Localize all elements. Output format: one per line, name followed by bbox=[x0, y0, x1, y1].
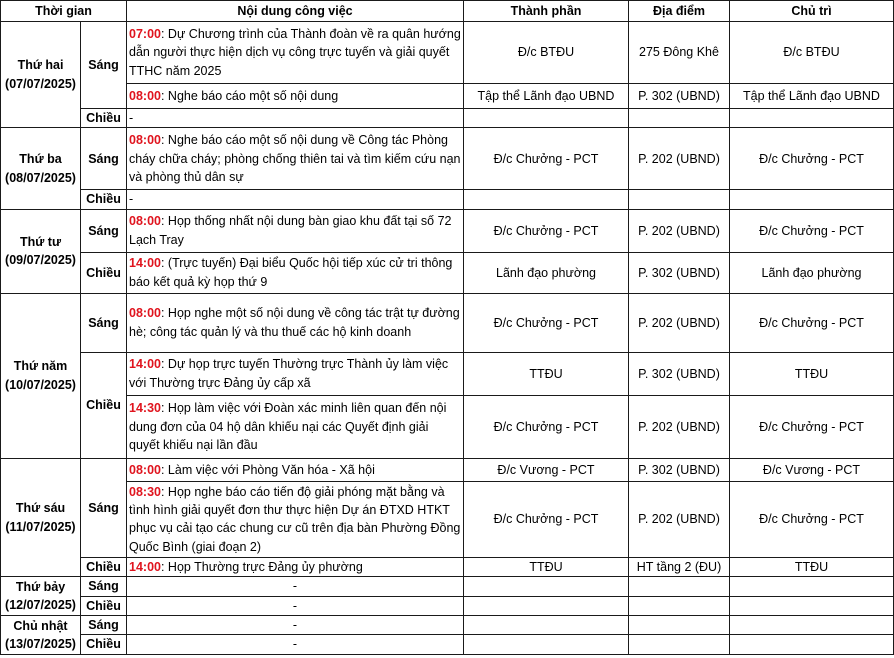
day-date: (08/07/2025) bbox=[5, 170, 76, 185]
session-afternoon: Chiều bbox=[81, 252, 127, 293]
session-morning: Sáng bbox=[81, 209, 127, 252]
empty-cell bbox=[464, 109, 629, 128]
task-location: P. 302 (UBND) bbox=[629, 352, 730, 395]
table-row bbox=[1, 395, 894, 458]
table-row bbox=[1, 109, 894, 128]
empty-cell bbox=[464, 596, 629, 615]
task-time: 08:00 bbox=[129, 133, 161, 148]
empty-cell bbox=[730, 577, 894, 596]
task-chair: Đ/c Chưởng - PCT bbox=[730, 209, 894, 252]
task-location: P. 202 (UBND) bbox=[629, 293, 730, 352]
task-participants: Lãnh đạo phường bbox=[464, 252, 629, 293]
day-cell bbox=[1, 209, 81, 293]
session-morning: Sáng bbox=[81, 577, 127, 596]
task-chair: Đ/c Chưởng - PCT bbox=[730, 128, 894, 190]
task-time: 08:00 bbox=[129, 88, 161, 103]
task-text: : Họp làm việc với Đoàn xác minh liên quan đến nội dung đơn của 04 hộ dân khiếu nại các Quyết định giải quyết khiếu nại lần đầu bbox=[129, 401, 447, 453]
day-cell bbox=[1, 293, 81, 458]
task-empty: - bbox=[127, 616, 464, 635]
day-name: Chủ nhật bbox=[13, 618, 68, 633]
task-text: : Họp Thường trực Đảng ủy phường bbox=[160, 559, 363, 574]
day-name: Thứ sáu bbox=[15, 501, 66, 516]
task-time: 08:00 bbox=[129, 214, 161, 229]
session-afternoon: Chiều bbox=[81, 190, 127, 209]
empty-cell bbox=[730, 616, 894, 635]
task-content bbox=[127, 395, 464, 458]
empty-cell bbox=[629, 109, 730, 128]
task-participants: TTĐU bbox=[464, 352, 629, 395]
task-time: 07:00 bbox=[129, 26, 161, 41]
header-row bbox=[1, 1, 894, 22]
task-content bbox=[127, 209, 464, 252]
session-morning: Sáng bbox=[81, 458, 127, 557]
table-row bbox=[1, 616, 894, 635]
task-participants: Đ/c Chưởng - PCT bbox=[464, 395, 629, 458]
day-cell bbox=[1, 577, 81, 616]
task-participants: Đ/c Vương - PCT bbox=[464, 458, 629, 481]
empty-cell bbox=[629, 596, 730, 615]
session-morning: Sáng bbox=[81, 616, 127, 635]
task-participants: TTĐU bbox=[464, 557, 629, 576]
task-time: 08:00 bbox=[129, 306, 161, 321]
day-name: Thứ bảy bbox=[15, 579, 66, 594]
task-time: 14:30 bbox=[129, 401, 161, 416]
empty-cell bbox=[629, 190, 730, 209]
task-content bbox=[127, 84, 464, 109]
empty-cell bbox=[464, 577, 629, 596]
task-content bbox=[127, 252, 464, 293]
task-participants: Đ/c BTĐU bbox=[464, 22, 629, 84]
day-name: Thứ hai bbox=[17, 58, 64, 73]
task-content bbox=[127, 557, 464, 576]
table-row bbox=[1, 128, 894, 190]
day-name: Thứ năm bbox=[13, 359, 68, 374]
task-time: 08:00 bbox=[129, 462, 161, 477]
day-cell bbox=[1, 616, 81, 655]
task-content bbox=[127, 128, 464, 190]
task-time: 08:30 bbox=[129, 484, 161, 499]
day-date: (13/07/2025) bbox=[5, 636, 76, 651]
task-location: 275 Đông Khê bbox=[629, 22, 730, 84]
task-text: : Họp nghe một số nội dung về công tác trật tự đường hè; công tác quản lý và thu thuế các hộ kinh doanh bbox=[129, 306, 460, 339]
table-row bbox=[1, 352, 894, 395]
task-empty: - bbox=[127, 635, 464, 654]
table-row bbox=[1, 596, 894, 615]
task-empty: - bbox=[127, 109, 464, 128]
day-date: (12/07/2025) bbox=[5, 598, 76, 613]
task-participants: Tập thể Lãnh đạo UBND bbox=[464, 84, 629, 109]
empty-cell bbox=[629, 616, 730, 635]
empty-cell bbox=[730, 596, 894, 615]
task-location: HT tầng 2 (ĐU) bbox=[629, 557, 730, 576]
empty-cell bbox=[730, 190, 894, 209]
task-location: P. 202 (UBND) bbox=[629, 395, 730, 458]
table-row bbox=[1, 557, 894, 576]
task-location: P. 202 (UBND) bbox=[629, 209, 730, 252]
empty-cell bbox=[629, 577, 730, 596]
task-location: P. 202 (UBND) bbox=[629, 481, 730, 557]
header-chair: Chủ trì bbox=[730, 1, 894, 22]
session-afternoon: Chiều bbox=[81, 635, 127, 654]
task-chair: Đ/c Vương - PCT bbox=[730, 458, 894, 481]
header-content: Nội dung công việc bbox=[127, 1, 464, 22]
task-content bbox=[127, 481, 464, 557]
task-chair: Lãnh đạo phường bbox=[730, 252, 894, 293]
task-location: P. 302 (UBND) bbox=[629, 252, 730, 293]
day-name: Thứ tư bbox=[19, 234, 61, 249]
task-content bbox=[127, 352, 464, 395]
task-time: 14:00 bbox=[129, 256, 161, 271]
table-row bbox=[1, 293, 894, 352]
task-text: : Họp nghe báo cáo tiến độ giải phóng mặt bằng và tình hình giải quyết đơn thư thực hiện Dự án ĐTXD HTKT phục vụ cải tạo các chung cư cũ trên địa bàn Phường Đồng Quốc Bình (giai đoạn 2) bbox=[129, 484, 461, 554]
table-row bbox=[1, 635, 894, 654]
header-participants: Thành phần bbox=[464, 1, 629, 22]
task-location: P. 202 (UBND) bbox=[629, 128, 730, 190]
session-morning: Sáng bbox=[81, 128, 127, 190]
table-row bbox=[1, 577, 894, 596]
task-chair: TTĐU bbox=[730, 352, 894, 395]
session-afternoon: Chiều bbox=[81, 596, 127, 615]
task-participants: Đ/c Chưởng - PCT bbox=[464, 209, 629, 252]
session-afternoon: Chiều bbox=[81, 352, 127, 458]
task-content bbox=[127, 22, 464, 84]
empty-cell bbox=[464, 635, 629, 654]
task-empty: - bbox=[127, 596, 464, 615]
table-row bbox=[1, 84, 894, 109]
task-content bbox=[127, 458, 464, 481]
task-chair: Đ/c Chưởng - PCT bbox=[730, 293, 894, 352]
task-text: : Nghe báo cáo một số nội dung bbox=[160, 88, 339, 103]
empty-cell bbox=[464, 616, 629, 635]
day-cell bbox=[1, 458, 81, 576]
task-text: : Dự họp trực tuyến Thường trực Thành ủy làm việc với Thường trực Đảng ủy cấp xã bbox=[129, 357, 449, 390]
empty-cell bbox=[464, 190, 629, 209]
task-chair: Đ/c Chưởng - PCT bbox=[730, 395, 894, 458]
day-name: Thứ ba bbox=[19, 152, 62, 167]
table-row bbox=[1, 22, 894, 84]
task-participants: Đ/c Chưởng - PCT bbox=[464, 128, 629, 190]
task-empty: - bbox=[127, 190, 464, 209]
task-participants: Đ/c Chưởng - PCT bbox=[464, 293, 629, 352]
table-row bbox=[1, 252, 894, 293]
task-empty: - bbox=[127, 577, 464, 596]
task-text: : Làm việc với Phòng Văn hóa - Xã hội bbox=[160, 462, 375, 477]
session-morning: Sáng bbox=[81, 293, 127, 352]
header-time: Thời gian bbox=[1, 1, 127, 22]
table-row bbox=[1, 481, 894, 557]
task-chair: Đ/c BTĐU bbox=[730, 22, 894, 84]
task-time: 14:00 bbox=[129, 559, 161, 574]
day-date: (11/07/2025) bbox=[5, 519, 76, 534]
table-row bbox=[1, 190, 894, 209]
task-location: P. 302 (UBND) bbox=[629, 84, 730, 109]
empty-cell bbox=[629, 635, 730, 654]
empty-cell bbox=[730, 635, 894, 654]
task-participants: Đ/c Chưởng - PCT bbox=[464, 481, 629, 557]
task-location: P. 302 (UBND) bbox=[629, 458, 730, 481]
task-content bbox=[127, 293, 464, 352]
task-text: : Dự Chương trình của Thành đoàn về ra quân hướng dẫn người thực hiện dịch vụ công trực tuyến và giải quyết TTHC năm 2025 bbox=[129, 26, 461, 78]
empty-cell bbox=[730, 109, 894, 128]
day-date: (07/07/2025) bbox=[5, 76, 76, 91]
task-text: : Họp thống nhất nội dung bàn giao khu đất tại số 72 Lạch Tray bbox=[129, 214, 452, 247]
task-text: : (Trực tuyến) Đại biểu Quốc hội tiếp xúc cử tri thông báo kết quả kỳ họp thứ 9 bbox=[129, 256, 453, 289]
session-afternoon: Chiều bbox=[81, 109, 127, 128]
day-cell bbox=[1, 128, 81, 209]
day-cell bbox=[1, 22, 81, 128]
header-location: Địa điểm bbox=[629, 1, 730, 22]
task-chair: Tập thể Lãnh đạo UBND bbox=[730, 84, 894, 109]
day-date: (09/07/2025) bbox=[5, 253, 76, 268]
day-date: (10/07/2025) bbox=[5, 377, 76, 392]
table-row bbox=[1, 209, 894, 252]
task-text: : Nghe báo cáo một số nội dung về Công tác Phòng cháy chữa cháy; phòng chống thiên tai và tìm kiếm cứu nạn và phòng thủ dân sự bbox=[129, 133, 461, 185]
task-time: 14:00 bbox=[129, 357, 161, 372]
task-chair: Đ/c Chưởng - PCT bbox=[730, 481, 894, 557]
task-chair: TTĐU bbox=[730, 557, 894, 576]
table-row bbox=[1, 458, 894, 481]
session-morning: Sáng bbox=[81, 22, 127, 109]
session-afternoon: Chiều bbox=[81, 557, 127, 576]
